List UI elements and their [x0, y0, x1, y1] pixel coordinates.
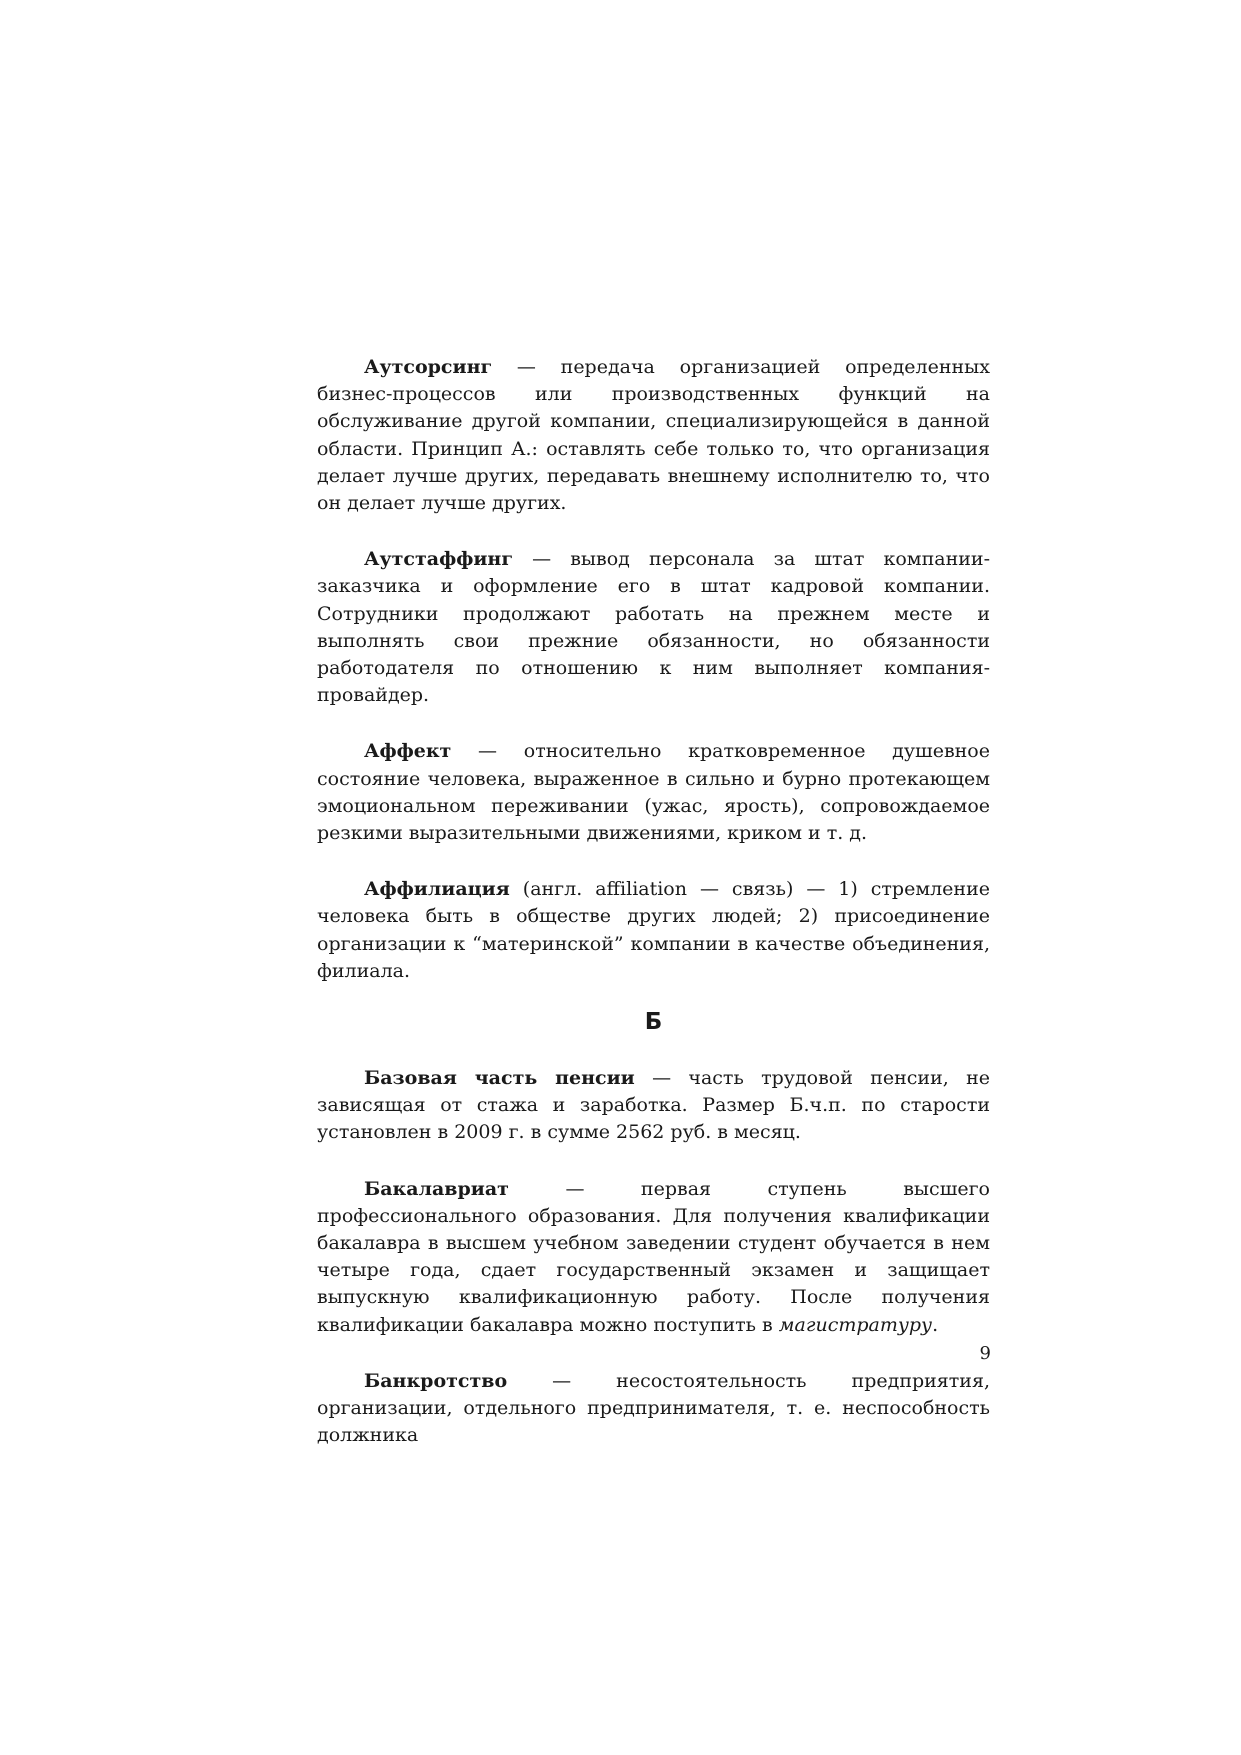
- dictionary-entry-outsourcing: [317, 354, 990, 517]
- entry-term: Аутстаффинг: [364, 548, 513, 571]
- dictionary-entry-outstaffing: [317, 546, 990, 709]
- entry-term: Аффилиация: [364, 878, 510, 901]
- entry-term: Аффект: [364, 740, 452, 763]
- dictionary-entry-affiliation: [317, 876, 990, 985]
- entry-term: Банкротство: [364, 1369, 508, 1392]
- entry-definition-tail: .: [932, 1313, 939, 1336]
- section-heading-letter: Б: [644, 1009, 663, 1036]
- entry-definition: (англ. affiliation — связь) — 1) стремление человека быть в обществе других людей; 2) присоединение организации к “материнской” компании в качестве объединения, филиала.: [317, 878, 990, 982]
- page-number: 9: [979, 1343, 991, 1364]
- entry-term: Бакалавриат: [364, 1177, 509, 1200]
- dictionary-entry-bachelor: [317, 1176, 990, 1339]
- entry-definition: — относительно кратковременное душевное состояние человека, выраженное в сильно и бурно протекающем эмоциональном переживании (ужас, ярость), сопровождаемое резкими выразительными движениями, криком и т. д.: [317, 740, 990, 845]
- dictionary-entry-basic-pension: [317, 1065, 990, 1147]
- entry-definition: — несостоятельность предприятия, организации, отдельного предпринимателя, т. е. неспособность должника: [317, 1369, 990, 1447]
- cross-reference-italic: магистратуру: [778, 1313, 933, 1336]
- entry-definition: — первая ступень высшего профессионального образования. Для получения квалификации бакалавра в высшем учебном заведении студент обучается в нем четыре года, сдает государственный экзамен и защищает выпускную квалификационную работу. После получения квалификации бакалавра можно поступить в: [317, 1177, 990, 1336]
- dictionary-entry-bankruptcy: [317, 1368, 990, 1450]
- entry-definition: — передача организацией определенных бизнес-процессов или производственных функций на обслуживание другой компании, специализирующейся в данной области. Принцип А.: оставлять себе только то, что организация делает лучше других, передавать внешнему исполнителю то, что он делает лучше других.: [317, 356, 990, 515]
- entry-definition: — вывод персонала за штат компании-заказчика и оформление его в штат кадровой компании. Сотрудники продолжают работать на прежнем месте и выполнять свои прежние обязанности, но обязанности работодателя по отношению к ним выполняет компания-провайдер.: [317, 548, 990, 707]
- entry-term: Базовая часть пенсии: [364, 1067, 635, 1090]
- entry-definition: — часть трудовой пенсии, не зависящая от стажа и заработка. Размер Б.ч.п. по старости установлен в 2009 г. в сумме 2562 руб. в месяц.: [317, 1067, 990, 1144]
- entry-term: Аутсорсинг: [364, 356, 493, 378]
- dictionary-entry-affect: [317, 738, 990, 847]
- page-text-block: [317, 354, 990, 1450]
